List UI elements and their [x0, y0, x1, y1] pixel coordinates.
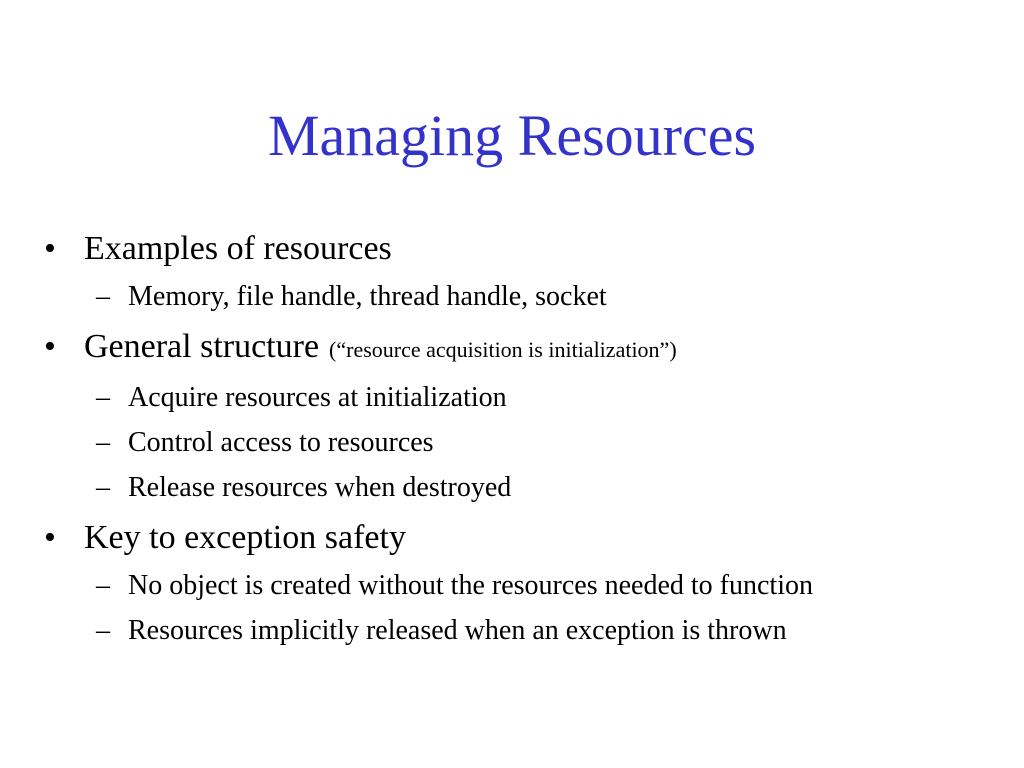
bullet-text: Key to exception safety [84, 519, 406, 556]
sub-bullet-text: Control access to resources [128, 427, 434, 458]
bullet-item [44, 224, 1004, 274]
sub-bullet-item [96, 274, 1004, 319]
bullet-symbol: • [44, 328, 56, 365]
dash-symbol: – [96, 281, 110, 312]
sub-bullet-text: Memory, file handle, thread handle, socket [128, 281, 607, 312]
sub-bullet-text: Resources implicitly released when an exception is thrown [128, 615, 787, 646]
sub-bullet-text: No object is created without the resources needed to function [128, 570, 813, 601]
bullet-list [44, 224, 1004, 653]
bullet-symbol: • [44, 519, 56, 556]
slide-title: Managing Resources [267, 103, 757, 168]
sub-bullet-text: Release resources when destroyed [128, 472, 512, 503]
bullet-symbol: • [44, 230, 56, 267]
dash-symbol: – [96, 427, 110, 458]
bullet-item [44, 513, 1004, 563]
sub-bullet-item [96, 563, 1004, 608]
sub-bullet-item [96, 465, 1004, 510]
sub-bullet-item [96, 375, 1004, 420]
bullet-note: (“resource acquisition is initialization”) [329, 337, 677, 362]
bullet-item [44, 322, 1004, 375]
dash-symbol: – [96, 472, 110, 503]
dash-symbol: – [96, 615, 110, 646]
sub-bullet-item [96, 608, 1004, 653]
sub-bullet-item [96, 420, 1004, 465]
sub-bullet-text: Acquire resources at initialization [128, 382, 507, 413]
dash-symbol: – [96, 570, 110, 601]
dash-symbol: – [96, 382, 110, 413]
bullet-text: Examples of resources [84, 230, 392, 267]
bullet-text: General structure [84, 328, 320, 365]
